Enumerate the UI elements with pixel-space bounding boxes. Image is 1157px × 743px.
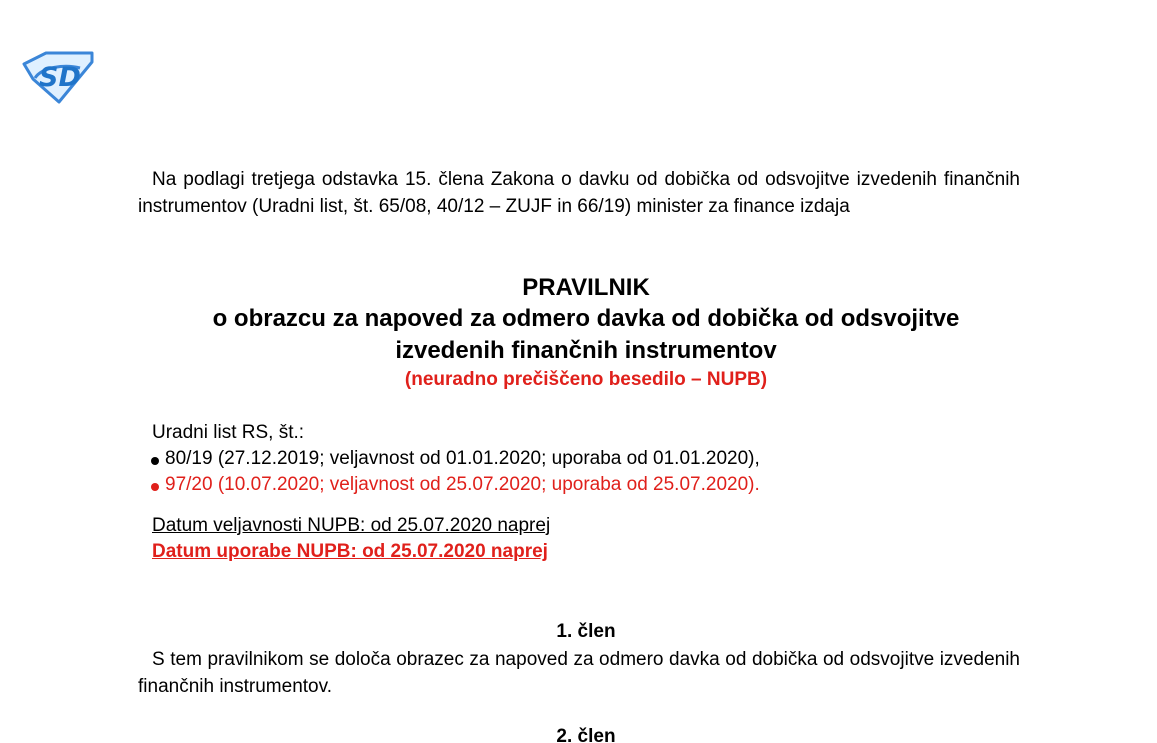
article-1-text: S tem pravilnikom se določa obrazec za napoved za odmero davka od dobička od odsvojitve izvedenih finančnih instrumentov.	[138, 649, 1020, 697]
sd-shield-logo-icon	[20, 48, 96, 104]
title-subtitle-line-1: o obrazcu za napoved za odmero davka od dobička od odsvojitve	[212, 305, 960, 332]
title-subtitle-line-2: izvedenih finančnih instrumentov	[395, 337, 777, 364]
application-date: Datum uporabe NUPB: od 25.07.2020 naprej	[152, 541, 548, 562]
gazette-item-text: 80/19 (27.12.2019; veljavnost od 01.01.2020; uporaba od 01.01.2020),	[165, 448, 760, 469]
svg-text:SD: SD	[39, 62, 81, 93]
article-2-heading: 2. člen	[556, 726, 616, 743]
gazette-item-97-20	[150, 472, 1012, 498]
gazette-item-text: 97/20 (10.07.2020; veljavnost od 25.07.2020; uporaba od 25.07.2020).	[165, 474, 760, 495]
document-title	[138, 272, 1034, 393]
article-1-heading: 1. člen	[556, 621, 616, 642]
bullet-icon	[151, 457, 159, 465]
gazette-item-80-19	[150, 446, 1012, 472]
nupb-dates	[152, 513, 550, 565]
gazette-label: Uradni list RS, št.:	[152, 422, 305, 443]
title-main: PRAVILNIK	[522, 274, 650, 301]
validity-date: Datum veljavnosti NUPB: od 25.07.2020 naprej	[152, 515, 551, 536]
unofficial-version-note: (neuradno prečiščeno besedilo – NUPB)	[404, 369, 768, 390]
official-gazette-list	[152, 420, 1012, 498]
bullet-icon	[151, 483, 159, 491]
intro-paragraph: Na podlagi tretjega odstavka 15. člena Zakona o davku od dobička od odsvojitve izvedenih finančnih instrumentov (Uradni list, št. 65/08, 40/12 – ZUJF in 66/19) minister za finance izdaja	[138, 169, 1020, 217]
